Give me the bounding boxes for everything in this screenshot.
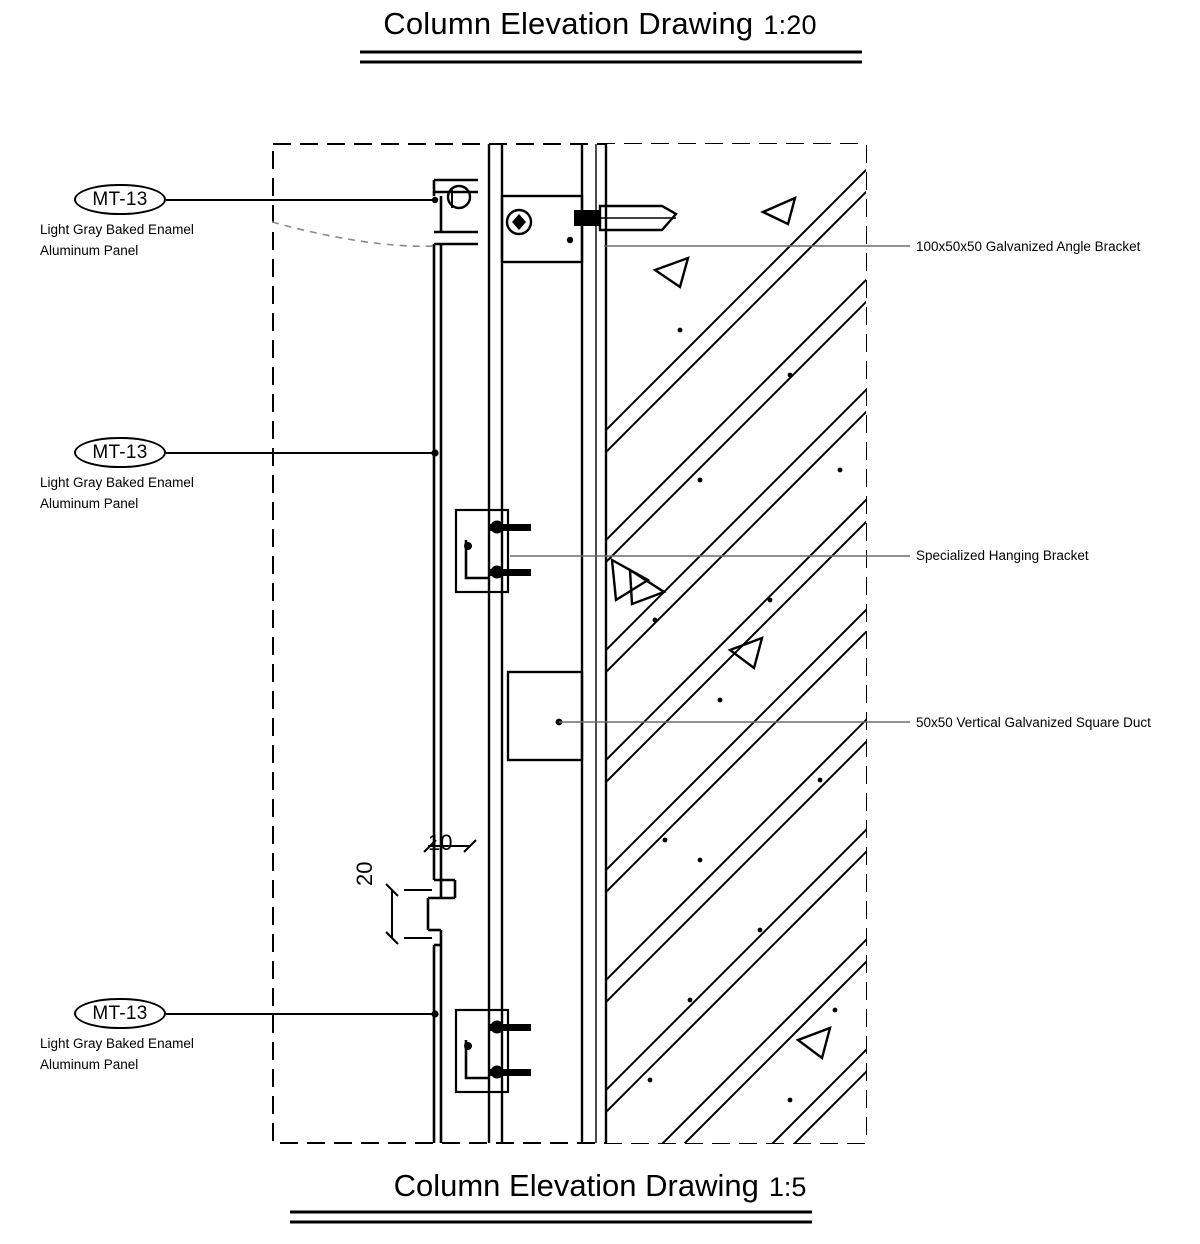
material-tag-3-desc-line2: Aluminum Panel bbox=[40, 1056, 139, 1072]
material-tag-3-desc-line1: Light Gray Baked Enamel bbox=[40, 1036, 194, 1051]
title-top-text: Column Elevation Drawing bbox=[383, 6, 754, 41]
page-title-top bbox=[0, 6, 1200, 42]
dimension-10: 10 bbox=[428, 830, 453, 855]
material-tag-1-desc-line1: Light Gray Baked Enamel bbox=[40, 222, 194, 237]
title-bottom-text: Column Elevation Drawing bbox=[393, 1168, 759, 1203]
material-tag-1-desc-line2: Aluminum Panel bbox=[40, 242, 139, 258]
material-tag-1-description bbox=[40, 220, 260, 262]
material-tag-2-description bbox=[40, 473, 260, 515]
vertical-square-duct bbox=[508, 144, 606, 1143]
title-bottom-scale: 1:5 bbox=[768, 1172, 807, 1202]
hanging-bracket-middle bbox=[456, 510, 531, 592]
title-top-rules bbox=[360, 52, 862, 62]
title-top-scale: 1:20 bbox=[763, 10, 817, 40]
substructure-keel bbox=[489, 144, 502, 1143]
dimension-20: 20 bbox=[352, 861, 377, 886]
aluminum-panel-profile bbox=[428, 180, 478, 1143]
callout-angle-bracket: 100x50x50 Galvanized Angle Bracket bbox=[916, 239, 1141, 254]
hanging-bracket-bottom bbox=[431, 1010, 531, 1092]
material-tag-2-code: MT-13 bbox=[74, 437, 166, 468]
material-tag-2-desc-line1: Light Gray Baked Enamel bbox=[40, 475, 194, 490]
title-bottom-rules bbox=[290, 1212, 812, 1222]
concrete-column bbox=[606, 136, 900, 1244]
callout-square-duct: 50x50 Vertical Galvanized Square Duct bbox=[916, 715, 1151, 730]
material-tag-3-description bbox=[40, 1034, 260, 1076]
material-tag-3-code: MT-13 bbox=[74, 998, 166, 1029]
leader-lines-left bbox=[166, 200, 439, 1014]
callout-hanging-bracket: Specialized Hanging Bracket bbox=[916, 548, 1089, 563]
page-title-bottom bbox=[0, 1168, 1200, 1204]
panel-reference-curve bbox=[272, 222, 434, 246]
material-tag-2-desc-line2: Aluminum Panel bbox=[40, 495, 139, 511]
material-tag-1-code: MT-13 bbox=[74, 184, 166, 215]
